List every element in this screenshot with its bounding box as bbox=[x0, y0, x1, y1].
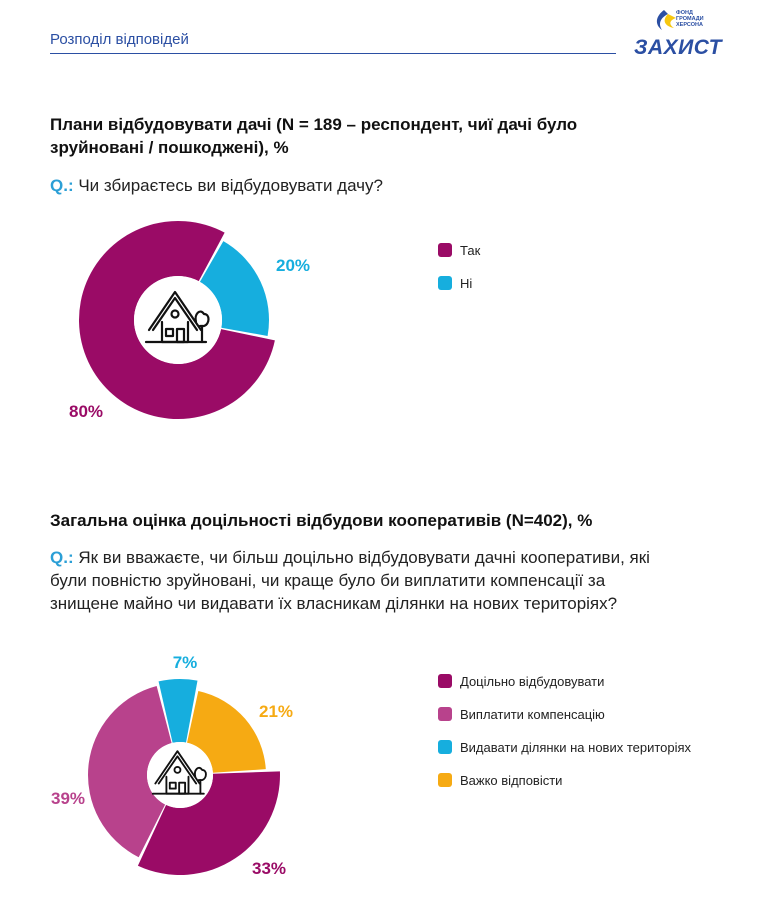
section2-question-line2: були повністю зруйновані, чи краще було би виплатити компенсації за bbox=[50, 571, 606, 590]
chart-1-legend-label-2: Ні bbox=[460, 275, 473, 291]
chart-1-svg bbox=[0, 200, 330, 440]
chart-1 bbox=[0, 200, 330, 440]
logo-subtitle: ФОНД ГРОМАДИ ХЕРСОНА bbox=[676, 10, 704, 28]
chart-1-legend bbox=[438, 242, 480, 308]
section2-question bbox=[50, 546, 650, 615]
chart-2-legend bbox=[438, 673, 691, 805]
section1-question bbox=[50, 174, 383, 197]
zakhyst-logo bbox=[630, 8, 730, 64]
chart-2-legend-swatch-2 bbox=[438, 707, 452, 721]
chart-2-legend-item-2 bbox=[438, 706, 691, 722]
chart-2-data-label-3: 7% bbox=[172, 653, 198, 672]
page-header-title: Розподіл відповідей bbox=[50, 31, 189, 48]
chart-1-legend-label-1: Так bbox=[460, 242, 481, 258]
chart-2-data-label-2: 39% bbox=[50, 789, 86, 808]
section1-title-line2: зруйновані / пошкоджені), % bbox=[50, 138, 289, 157]
section1-title-line1: Плани відбудовувати дачі (N = 189 – респондент, чиї дачі було bbox=[50, 115, 578, 134]
chart-1-legend-swatch-1 bbox=[438, 243, 452, 257]
section1-q-label: Q.: bbox=[50, 176, 74, 195]
section2-question-line3: знищене майно чи видавати їх власникам ділянки на нових територіях? bbox=[50, 594, 618, 613]
section2-question-line1: Як ви вважаєте, чи більш доцільно відбудовувати дачні кооперативи, які bbox=[78, 548, 650, 567]
chart-2-center bbox=[147, 742, 213, 808]
chart-2-data-label-1: 33% bbox=[251, 859, 287, 878]
chart-1-legend-item-2 bbox=[438, 275, 480, 291]
section2-title: Загальна оцінка доцільності відбудови кооперативів (N=402), % bbox=[50, 511, 593, 530]
chart-2 bbox=[0, 640, 330, 890]
chart-2-legend-label-4: Важко відповісти bbox=[460, 772, 563, 788]
chart-2-legend-swatch-1 bbox=[438, 674, 452, 688]
chart-2-legend-item-3 bbox=[438, 739, 691, 755]
chart-1-legend-swatch-2 bbox=[438, 276, 452, 290]
section1-question-text: Чи збираєтесь ви відбудовувати дачу? bbox=[78, 176, 383, 195]
chart-2-legend-label-1: Доцільно відбудовувати bbox=[460, 673, 605, 689]
logo-name: ЗАХИСТ bbox=[634, 36, 722, 59]
chart-1-data-label-1: 80% bbox=[68, 402, 104, 421]
chart-2-svg bbox=[0, 640, 330, 890]
chart-2-legend-label-2: Виплатити компенсацію bbox=[460, 706, 605, 722]
section2-q-label: Q.: bbox=[50, 548, 74, 567]
header-divider bbox=[50, 53, 616, 54]
chart-2-legend-label-3: Видавати ділянки на нових територіях bbox=[460, 739, 692, 755]
chart-2-legend-item-4 bbox=[438, 772, 691, 788]
chart-2-legend-swatch-3 bbox=[438, 740, 452, 754]
chart-2-data-label-4: 21% bbox=[258, 702, 294, 721]
chart-2-legend-swatch-4 bbox=[438, 773, 452, 787]
section1-title bbox=[50, 113, 577, 159]
chart-1-legend-item-1 bbox=[438, 242, 480, 258]
chart-1-data-label-2: 20% bbox=[275, 256, 311, 275]
chart-2-legend-item-1 bbox=[438, 673, 691, 689]
